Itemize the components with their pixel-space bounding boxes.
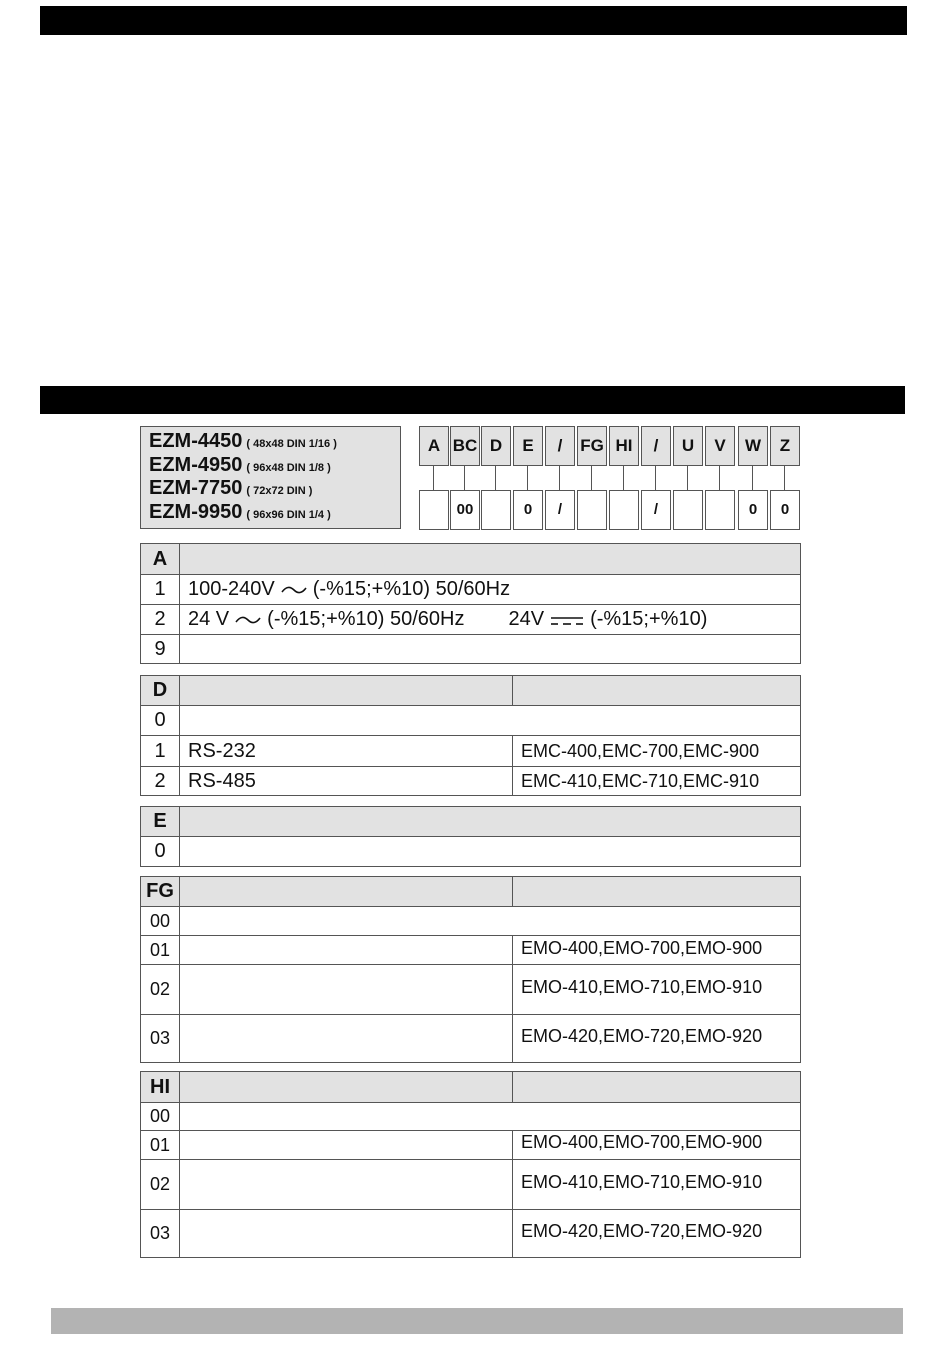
row-code: 2 — [141, 767, 180, 795]
model-name: EZM-9950 — [149, 500, 243, 523]
row-ref: EMC-410,EMC-710,EMC-910 — [521, 770, 760, 791]
table-row — [140, 574, 801, 604]
row-ref: EMO-400,EMO-700,EMO-900 — [521, 938, 763, 958]
header-code: HI — [141, 1072, 180, 1102]
code-box-bottom: / — [641, 490, 671, 530]
model-spec: ( 96x48 DIN 1/8 ) — [246, 461, 331, 474]
code-connector — [559, 466, 560, 490]
voltage-text: 24 V — [188, 608, 230, 630]
row-desc — [180, 575, 800, 604]
table-row — [140, 906, 801, 935]
code-box-bottom: 0 — [513, 490, 543, 530]
dc-voltage-text: 24V — [508, 608, 545, 630]
code-box-top: A — [419, 426, 449, 466]
row-desc: RS-485 — [180, 767, 513, 795]
header-ref — [513, 676, 800, 705]
code-connector — [495, 466, 496, 490]
code-box-top: / — [545, 426, 575, 466]
tolerance-text: (-%15;+%10) 50/60Hz — [267, 608, 465, 630]
model-line — [149, 430, 400, 454]
row-code: 02 — [141, 965, 180, 1014]
model-spec: ( 96x96 DIN 1/4 ) — [246, 508, 331, 521]
row-desc — [180, 1103, 800, 1130]
model-name: EZM-7750 — [149, 477, 243, 499]
model-spec: ( 48x48 DIN 1/16 ) — [246, 438, 337, 450]
code-connector — [784, 466, 785, 490]
row-code: 1 — [141, 736, 180, 766]
dc-symbol-icon — [550, 614, 584, 626]
table-row — [140, 935, 801, 964]
row-desc — [180, 1160, 513, 1209]
row-ref: EMO-420,EMO-720,EMO-920 — [521, 1026, 763, 1046]
row-ref: EMO-410,EMO-710,EMO-910 — [521, 1172, 763, 1192]
code-box-bottom: 0 — [770, 490, 800, 530]
code-box-top: D — [481, 426, 511, 466]
table-row — [140, 705, 801, 735]
table-row — [140, 836, 801, 867]
header-code: D — [141, 676, 180, 705]
code-box-bottom — [673, 490, 703, 530]
code-connector — [591, 466, 592, 490]
row-ref: EMC-400,EMC-700,EMC-900 — [521, 740, 760, 761]
bottom-gray-bar — [51, 1308, 903, 1334]
row-code: 0 — [141, 837, 180, 866]
table-row — [140, 964, 801, 1014]
row-desc — [180, 605, 800, 634]
header-ref — [513, 877, 800, 906]
row-code: 00 — [141, 1103, 180, 1130]
header-code: E — [141, 807, 180, 836]
code-box-bottom — [705, 490, 735, 530]
header-desc — [180, 877, 513, 906]
top-black-bar — [40, 6, 907, 35]
table-header — [140, 675, 801, 705]
tolerance-text: (-%15;+%10) 50/60Hz — [312, 578, 511, 600]
table-header — [140, 1071, 801, 1102]
table-row — [140, 1014, 801, 1063]
model-spec: ( 72x72 DIN ) — [246, 485, 313, 497]
row-desc — [180, 1131, 513, 1159]
code-connector — [433, 466, 434, 490]
model-line — [149, 454, 400, 478]
row-desc: RS-232 — [180, 736, 513, 766]
code-box-bottom — [419, 490, 449, 530]
row-desc — [180, 907, 800, 935]
voltage-text: 100-240V — [188, 578, 275, 600]
code-box-top: V — [705, 426, 735, 466]
model-list-box — [140, 426, 401, 529]
row-code: 02 — [141, 1160, 180, 1209]
code-box-bottom: 00 — [450, 490, 480, 530]
row-code: 1 — [141, 575, 180, 604]
table-row — [140, 1130, 801, 1159]
code-box-bottom — [577, 490, 607, 530]
row-code: 00 — [141, 907, 180, 935]
code-box-top: FG — [577, 426, 607, 466]
row-desc — [180, 635, 800, 663]
table-row — [140, 634, 801, 664]
code-box-bottom: / — [545, 490, 575, 530]
table-row — [140, 1209, 801, 1258]
code-box-top: U — [673, 426, 703, 466]
code-connector — [623, 466, 624, 490]
table-header — [140, 806, 801, 836]
code-box-top: BC — [450, 426, 480, 466]
model-name: EZM-4950 — [149, 453, 243, 476]
code-box-bottom — [481, 490, 511, 530]
row-ref: EMO-400,EMO-700,EMO-900 — [521, 1132, 763, 1152]
header-code: FG — [141, 877, 180, 906]
row-code: 03 — [141, 1015, 180, 1062]
code-connector — [719, 466, 720, 490]
row-desc — [180, 1015, 513, 1062]
code-box-bottom — [609, 490, 639, 530]
row-ref: EMO-420,EMO-720,EMO-920 — [521, 1221, 763, 1241]
row-code: 01 — [141, 1131, 180, 1159]
row-code: 9 — [141, 635, 180, 663]
code-box-top: / — [641, 426, 671, 466]
code-connector — [527, 466, 528, 490]
table-row — [140, 604, 801, 634]
code-box-top: E — [513, 426, 543, 466]
model-name: EZM-4450 — [149, 430, 243, 452]
row-code: 0 — [141, 706, 180, 735]
ac-symbol-icon — [281, 584, 307, 596]
row-code: 03 — [141, 1210, 180, 1257]
row-desc — [180, 936, 513, 964]
row-code: 01 — [141, 936, 180, 964]
code-box-top: W — [738, 426, 768, 466]
row-desc — [180, 1210, 513, 1257]
model-line — [149, 501, 400, 525]
table-row — [140, 1102, 801, 1130]
code-connector — [464, 466, 465, 490]
header-ref — [513, 1072, 800, 1102]
code-box-bottom: 0 — [738, 490, 768, 530]
code-box-top: HI — [609, 426, 639, 466]
table-row — [140, 735, 801, 766]
table-header — [140, 543, 801, 574]
row-desc — [180, 837, 800, 866]
row-code: 2 — [141, 605, 180, 634]
section-black-bar — [40, 386, 905, 414]
header-desc — [180, 676, 513, 705]
header-desc — [180, 1072, 513, 1102]
header-code: A — [141, 544, 180, 574]
code-connector — [687, 466, 688, 490]
table-row — [140, 766, 801, 796]
dc-tolerance-text: (-%15;+%10) — [590, 608, 708, 630]
table-row — [140, 1159, 801, 1209]
row-ref: EMO-410,EMO-710,EMO-910 — [521, 977, 763, 997]
table-header — [140, 876, 801, 906]
code-connector — [655, 466, 656, 490]
row-desc — [180, 965, 513, 1014]
row-desc — [180, 706, 800, 735]
code-connector — [752, 466, 753, 490]
model-line — [149, 477, 400, 501]
ac-symbol-icon — [235, 614, 261, 626]
code-box-top: Z — [770, 426, 800, 466]
